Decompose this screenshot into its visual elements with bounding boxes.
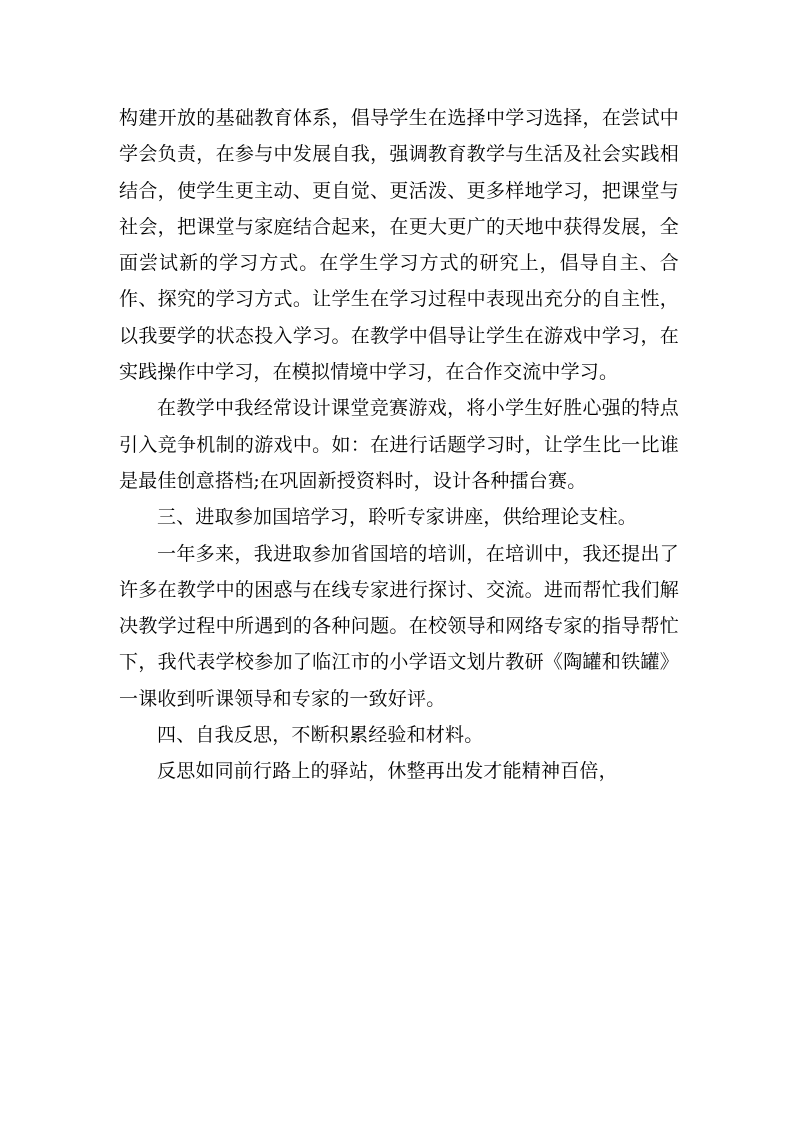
body-paragraph: 在教学中我经常设计课堂竞赛游戏，将小学生好胜心强的特点引入竞争机制的游戏中。如：在进行话题学习时，让学生比一比谁是最佳创意搭档;在巩固新授资料时，设计各种擂台赛。 xyxy=(119,397,679,492)
body-paragraph: 构建开放的基础教育体系，倡导学生在选择中学习选择，在尝试中学会负责，在参与中发展自我，强调教育教学与生活及社会实践相结合，使学生更主动、更自觉、更活泼、更多样地学习，把课堂与社会，把课堂与家庭结合起来，在更大更广的天地中获得发展，全面尝试新的学习方式。在学生学习方式的研究上，倡导自主、合作、探究的学习方式。让学生在学习过程中表现出充分的自主性，以我要学的状态投入学习。在教学中倡导让学生在游戏中学习，在实践操作中学习，在模拟情境中学习，在合作交流中学习。 xyxy=(119,107,679,384)
document-body xyxy=(119,100,679,790)
section-heading: 三、进取参加国培学习，聆听专家讲座，供给理论支柱。 xyxy=(157,506,638,529)
body-paragraph: 反思如同前行路上的驿站，休整再出发才能精神百倍， xyxy=(157,760,618,783)
section-heading: 四、自我反思，不断积累经验和材料。 xyxy=(157,724,484,747)
body-paragraph: 一年多来，我进取参加省国培的培训，在培训中，我还提出了许多在教学中的困惑与在线专家进行探讨、交流。进而帮忙我们解决教学过程中所遇到的各种问题。在校领导和网络专家的指导帮忙下，我代表学校参加了临江市的小学语文划片教研《陶罐和铁罐》一课收到听课领导和专家的一致好评。 xyxy=(119,542,679,710)
